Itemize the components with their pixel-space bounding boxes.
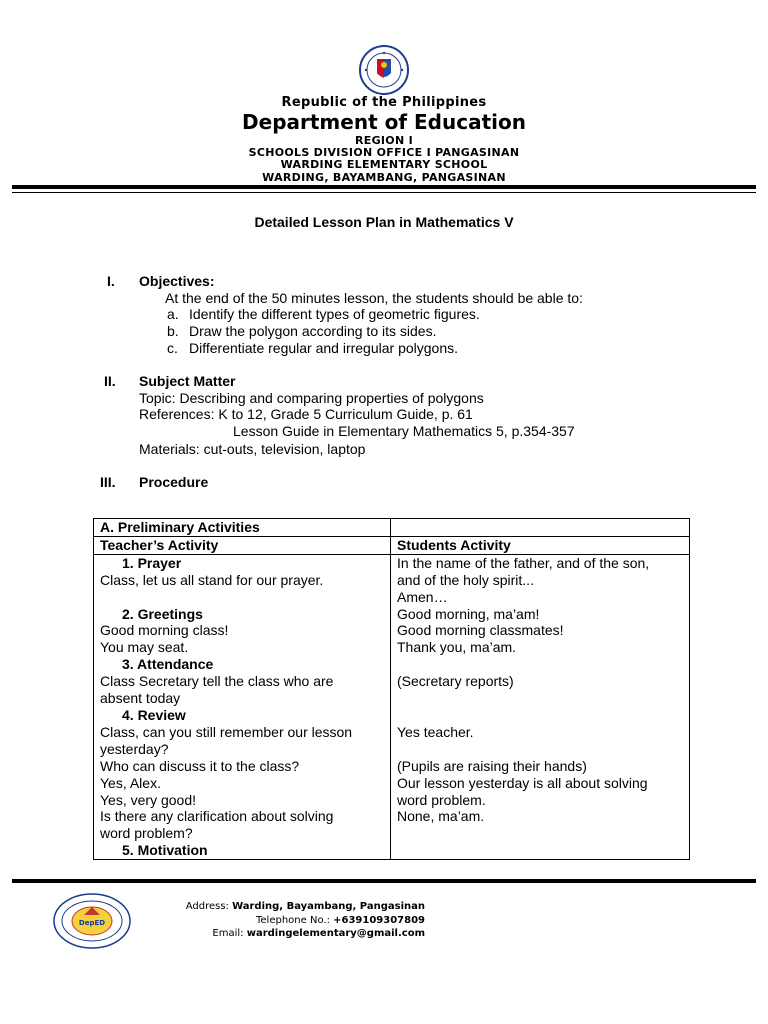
school-name: WARDING ELEMENTARY SCHOOL [280,158,488,171]
email-label: Email: [212,928,247,939]
table-row [94,554,690,859]
subject-matter-heading: Subject Matter [139,373,236,389]
empty-cell [391,519,690,537]
student-line: word problem. [397,791,486,808]
student-line [397,741,683,758]
footer-address [150,899,425,914]
student-line: and of the holy spirit... [397,571,534,588]
teacher-line: Who can discuss it to the class? [100,757,300,774]
student-line: (Pupils are raising their hands) [397,757,587,774]
student-line: Good morning classmates! [397,622,564,639]
school-location: WARDING, BAYAMBANG, PANGASINAN [262,171,506,184]
school-logo [52,893,132,949]
student-line: Yes teacher. [397,723,474,740]
materials-line: Materials: cut-outs, television, laptop [139,441,366,457]
objectives-heading: Objectives: [139,273,215,289]
student-line: Our lesson yesterday is all about solving [397,774,648,791]
section-header-cell: A. Preliminary Activities [94,519,391,537]
header-rule [12,185,756,189]
teacher-line: Yes, Alex. [100,774,161,791]
activity-step-heading: 5. Motivation [122,842,208,859]
activity-step-heading: 3. Attendance [122,656,214,673]
email-value: wardingelementary@gmail.com [246,928,425,939]
topic-line: Topic: Describing and comparing properties of polygons [139,390,484,406]
logo-center-text: DepED [78,919,106,927]
department-name: Department of Education [242,110,526,134]
objectives-intro: At the end of the 50 minutes lesson, the students should be able to: [165,290,583,306]
teacher-line: Class, let us all stand for our prayer. [100,571,324,588]
objective-marker: b. [167,323,179,339]
student-line [397,707,683,724]
activity-step-heading: 2. Greetings [122,605,203,622]
activity-step-heading: 1. Prayer [122,554,182,571]
teacher-line: Is there any clarification about solving [100,808,334,825]
teacher-line: Class, can you still remember our lesson [100,723,353,740]
objective-marker: a. [167,306,179,322]
teacher-activity-cell [94,554,391,859]
procedure-heading: Procedure [139,474,209,490]
address-value: Warding, Bayambang, Pangasinan [232,901,425,912]
student-line: (Secretary reports) [397,673,514,690]
student-line: None, ma’am. [397,808,485,825]
deped-seal [355,45,413,95]
teacher-line: word problem? [100,825,193,842]
phone-label: Telephone No.: [256,915,334,926]
student-line: Thank you, ma’am. [397,639,517,656]
objective-marker: c. [167,340,178,356]
teacher-line [100,589,384,606]
objective-item: Differentiate regular and irregular polygons. [189,340,459,356]
table-row [94,536,690,554]
student-line [397,690,683,707]
activity-step-heading: 4. Review [122,706,186,723]
teacher-line: yesterday? [100,740,169,757]
student-line: Amen… [397,588,448,605]
teacher-line: Yes, very good! [100,791,196,808]
students-column-header: Students Activity [391,536,690,554]
teacher-line: absent today [100,690,181,707]
student-line [397,656,683,673]
student-line [397,842,683,859]
footer-email [150,926,425,941]
section-number: III. [100,474,116,490]
teacher-line: Class Secretary tell the class who are [100,673,334,690]
references-line-2: Lesson Guide in Elementary Mathematics 5, p.354-357 [233,423,575,439]
header-rule-thin [12,192,756,193]
section-number: II. [104,373,116,389]
teacher-column-header: Teacher’s Activity [94,536,391,554]
student-line [397,825,683,842]
section-number: I. [107,273,115,289]
phone-value: +639109307809 [333,915,425,926]
references-line: References: K to 12, Grade 5 Curriculum Guide, p. 61 [139,406,473,422]
student-line: Good morning, ma’am! [397,605,540,622]
region-line: REGION I [355,134,413,147]
table-row [94,519,690,537]
teacher-line: Good morning class! [100,622,229,639]
students-activity-cell [391,554,690,859]
activity-table [93,518,690,860]
objective-item: Identify the different types of geometric figures. [189,306,480,322]
division-line: SCHOOLS DIVISION OFFICE I PANGASINAN [248,146,520,159]
teacher-line: You may seat. [100,639,189,656]
address-label: Address: [185,901,233,912]
student-line: In the name of the father, and of the son, [397,554,650,571]
lesson-title: Detailed Lesson Plan in Mathematics V [254,214,514,230]
objective-item: Draw the polygon according to its sides. [189,323,437,339]
footer-rule [12,879,756,883]
republic-line: Republic of the Philippines [281,95,487,110]
